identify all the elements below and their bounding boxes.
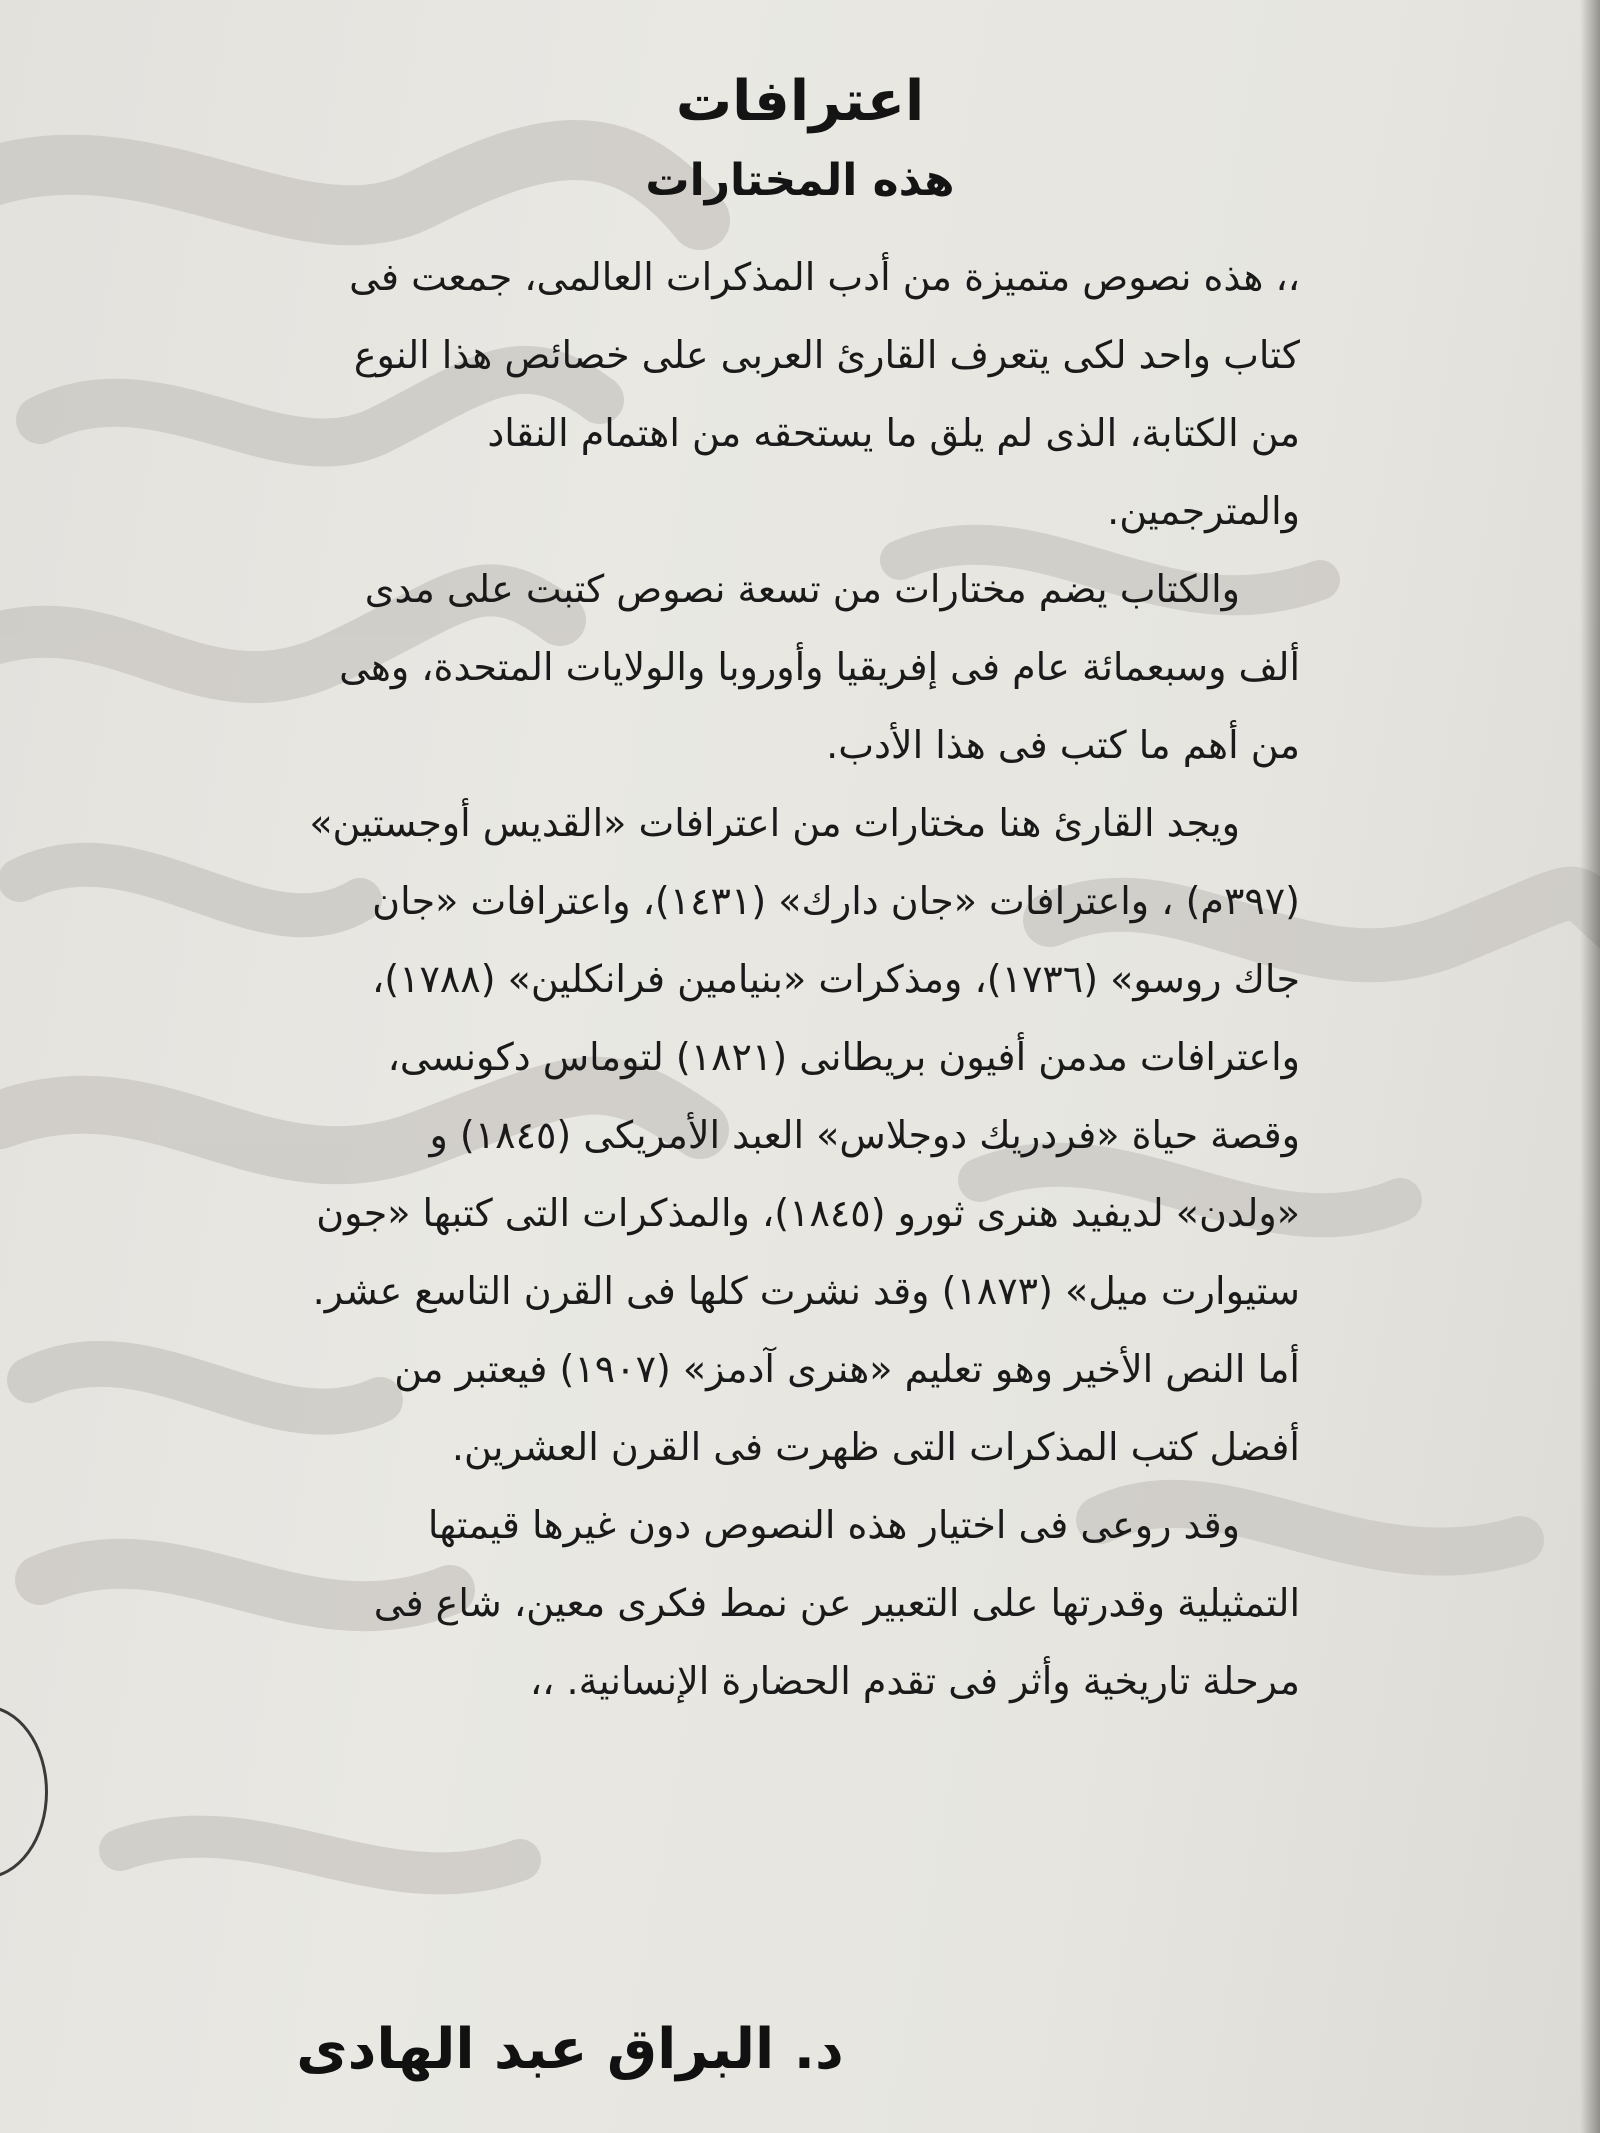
page-subtitle: هذه المختارات xyxy=(645,155,955,206)
page-title: اعترافات xyxy=(675,69,925,134)
paragraph-4: وقد روعى فى اختيار هذه النصوص دون غيرها قيمتها التمثيلية وقدرتها على التعبير عن نمط فكرى معين، شاع فى مرحلة تاريخية وأثر فى تقدم الحضارة الإنسانية. ،، xyxy=(373,1503,1300,1703)
author-signature: د. البراق عبد الهادى xyxy=(296,2017,844,2082)
paragraph-2: والكتاب يضم مختارات من تسعة نصوص كتبت على مدى ألف وسبعمائة عام فى إفريقيا وأوروبا والولايات المتحدة، وهى من أهم ما كتب فى هذا الأدب. xyxy=(339,567,1300,767)
paragraph-1: ،، هذه نصوص متميزة من أدب المذكرات العالمى، جمعت فى كتاب واحد لكى يتعرف القارئ العربى على خصائص هذا النوع من الكتابة، الذى لم يلق ما يستحقه من اهتمام النقاد والمترجمين. xyxy=(349,255,1300,533)
paragraph-3: ويجد القارئ هنا مختارات من اعترافات «القديس أوجستين» (٣٩٧م) ، واعترافات «جان دارك» (١٤٣١)، واعترافات «جان جاك روسو» (١٧٣٦)، ومذكرات «بنيامين فرانكلين» (١٧٨٨)، واعترافات مدمن أفيون بريطانى (١٨٢١) لتوماس دكونسى، وقصة حياة «فردريك دوجلاس» العبد الأمريكى (١٨٤٥) و «ولدن» لديفيد هنرى ثورو (١٨٤٥)، والمذكرات التى كتبها «جون ستيوارت ميل» (١٨٧٣) وقد نشرت كلها فى القرن التاسع عشر. أما النص الأخير وهو تعليم «هنرى آدمز» (١٩٠٧) فيعتبر من أفضل كتب المذكرات التى ظهرت فى القرن العشرين. xyxy=(309,801,1300,1469)
body-text xyxy=(300,238,1300,1720)
page-edge-shadow xyxy=(1580,0,1600,2133)
